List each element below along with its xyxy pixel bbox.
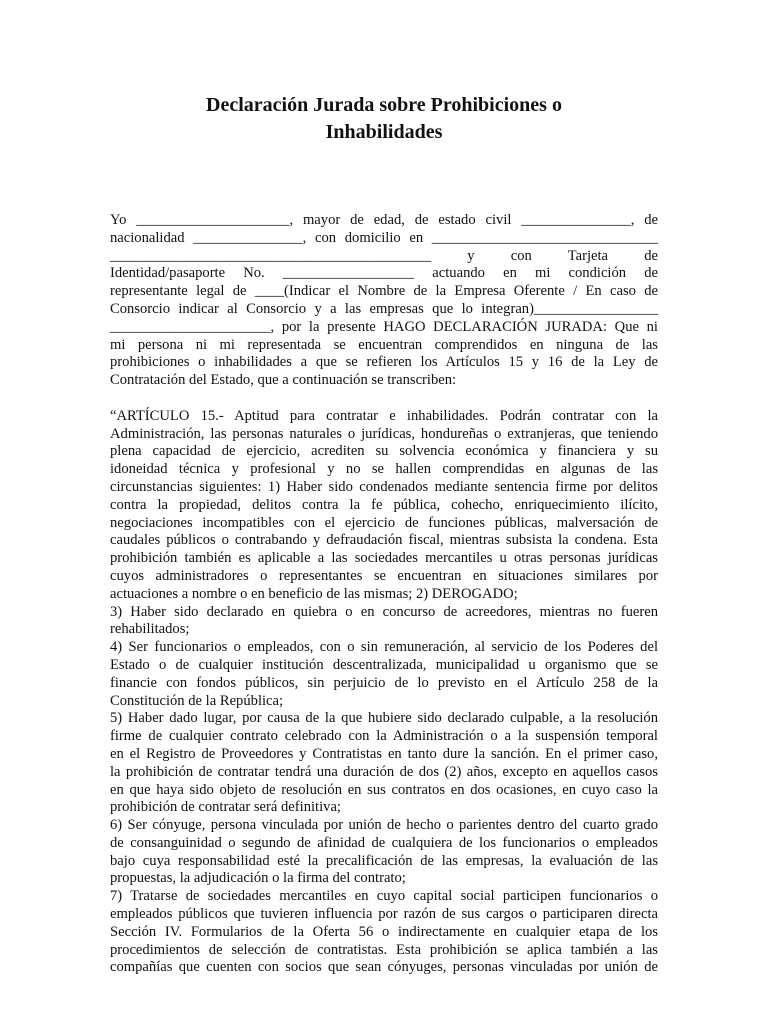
text-line: firme de cualquier contrato celebrado con la Administración o a la suspensión temporal: [110, 728, 658, 745]
text-line: representante legal de ____(Indicar el Nombre de la Empresa Oferente / En caso de: [110, 283, 658, 300]
text-line: 3) Haber sido declarado en quiebra o en concurso de acreedores, mientras no fueren: [110, 603, 658, 620]
title-line-2: Inhabilidades: [325, 121, 443, 143]
text-line: mi persona ni mi representada se encuentran comprendidos en ninguna de las: [110, 336, 658, 353]
text-line: Administración, las personas naturales o jurídicas, hondureñas o extranjeras, que teniendo: [110, 425, 658, 442]
text-line: en que haya sido objeto de resolución en sus contratos en dos ocasiones, en cuyo caso la: [110, 781, 658, 798]
text-line: negociaciones incompatibles con el ejercicio de funciones públicas, malversación de: [110, 514, 658, 531]
text-line: compañías que cuenten con socios que sean cónyuges, personas vinculadas por unión de: [110, 959, 658, 976]
text-line: en el Registro de Proveedores y Contratistas en tanto dure la sanción. En el primer caso,: [110, 745, 658, 762]
text-line: circunstancias siguientes: 1) Haber sido condenados mediante sentencia firme por delitos: [110, 478, 658, 495]
text-line: Yo _____________________, mayor de edad, de estado civil _______________, de: [110, 212, 658, 228]
text-line: Sección IV. Formularios de la Oferta 56 o indirectamente en cualquier etapa de los: [110, 923, 658, 940]
text-line: contra la propiedad, delitos contra la fe pública, cohecho, enriquecimiento ilícito,: [110, 496, 658, 513]
text-line: “ARTÍCULO 15.- Aptitud para contratar e inhabilidades. Podrán contratar con la: [110, 407, 658, 424]
declaration-paragraph: [110, 212, 658, 390]
text-line: empleados públicos que tuvieren influencia por razón de sus cargos o participaren directa: [110, 906, 658, 923]
text-line: actuaciones a nombre o en beneficio de las mismas; 2) DEROGADO;: [110, 585, 518, 602]
title-line-1: Declaración Jurada sobre Prohibiciones o: [206, 94, 562, 116]
text-line: Estado o de cualquier institución descentralizada, municipalidad u organismo que se: [110, 656, 658, 673]
text-line: 4) Ser funcionarios o empleados, con o sin remuneración, al servicio de los Poderes del: [110, 639, 658, 656]
paragraph-gap: [110, 390, 658, 408]
text-line: 7) Tratarse de sociedades mercantiles en cuyo capital social participen funcionarios o: [110, 888, 658, 905]
text-line: propuestas, la adjudicación o la firma del contrato;: [110, 870, 406, 887]
document-body: [110, 212, 658, 977]
text-line: financie con fondos públicos, sin perjuicio de lo previsto en el Artículo 258 de la: [110, 674, 658, 691]
text-line: 5) Haber dado lugar, por causa de la que hubiere sido declarado culpable, a la resolución: [110, 710, 658, 727]
text-line: plena capacidad de ejercicio, acrediten su solvencia económica y financiera y su: [110, 443, 658, 460]
text-line: procedimientos de selección de contratistas. Esta prohibición se aplica también a las: [110, 941, 658, 958]
text-line: ______________________, por la presente HAGO DECLARACIÓN JURADA: Que ni: [110, 318, 658, 335]
text-line: prohibición también es aplicable a las sociedades mercantiles u otras personas jurídicas: [110, 550, 658, 567]
document-title: [110, 92, 658, 146]
text-line: la prohibición de contratar tendrá una duración de dos (2) años, excepto en aquellos casos: [110, 763, 658, 780]
text-line: de consanguinidad o segundo de afinidad de cualquiera de los funcionarios o empleados: [110, 834, 658, 851]
text-line: caudales públicos o contrabando y defraudación fiscal, mientras subsista la condena. Esta: [110, 532, 658, 549]
text-line: prohibición de contratar será definitiva;: [110, 799, 341, 816]
text-line: Consorcio indicar al Consorcio y a las empresas que lo integran)_________________: [110, 300, 658, 317]
text-line: rehabilitados;: [110, 621, 190, 638]
text-line: bajo cuya responsabilidad esté la precalificación de las empresas, la evaluación de las: [110, 852, 658, 869]
text-line: Constitución de la República;: [110, 692, 284, 709]
text-line: idoneidad técnica y profesional y no se hallen comprendidas en algunas de las: [110, 461, 658, 478]
text-line: Identidad/pasaporte No. __________________ actuando en mi condición de: [110, 265, 658, 282]
text-line: prohibiciones o inhabilidades a que se refieren los Artículos 15 y 16 de la Ley de: [110, 354, 658, 371]
article-15-paragraph: [110, 408, 658, 978]
text-line: nacionalidad _______________, con domicilio en _______________________________: [110, 229, 658, 246]
text-line: cuyos administradores o representantes se encuentran en situaciones similares por: [110, 567, 658, 584]
text-line: 6) Ser cónyuge, persona vinculada por unión de hecho o parientes dentro del cuarto grado: [110, 817, 658, 834]
text-line: ____________________________________________ y con Tarjeta de: [110, 247, 658, 264]
text-line: Contratación del Estado, que a continuación se transcriben:: [110, 372, 457, 389]
